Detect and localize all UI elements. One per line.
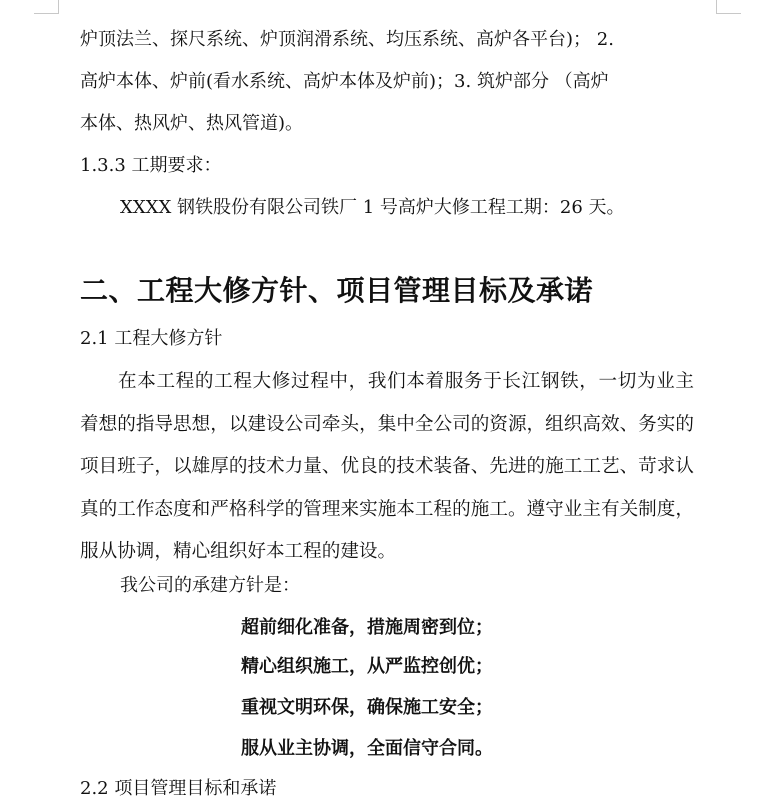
intro-line-2: 高炉本体、炉前(看水系统、高炉本体及炉前)；3. 筑炉部分 （高炉 [80,71,609,92]
policy-item: 重视文明环保，确保施工安全； [241,697,493,718]
policy-item: 服从业主协调，全面信守合同。 [241,738,493,759]
page-corner-mark-right [716,0,741,14]
section-heading-1-3-3: 1.3.3 工期要求： [80,155,222,176]
intro-line-3: 本体、热风炉、热风管道)。 [80,113,304,134]
policy-item: 精心组织施工，从严监控创优； [241,656,493,677]
chapter-2-title: 二、工程大修方针、项目管理目标及承诺 [80,274,594,307]
policy-item: 超前细化准备，措施周密到位； [241,617,493,638]
page-corner-mark-left [34,0,59,14]
section-heading-2-2: 2.2 项目管理目标和承诺 [80,778,277,799]
section-heading-2-1: 2.1 工程大修方针 [80,328,223,349]
policy-intro: 我公司的承建方针是： [120,575,300,596]
schedule-requirement-text: XXXX 钢铁股份有限公司铁厂 1 号高炉大修工程工期：26 天。 [120,197,625,218]
section-2-1-paragraph: 在本工程的工程大修过程中，我们本着服务于长江钢铁，一切为业主着想的指导思想，以建设公司牵头，集中全公司的资源，组织高效、务实的项目班子，以雄厚的技术力量、优良的技术装备、先进的施工工艺、苛求认真的工作态度和严格科学的管理来实施本工程的施工。遵守业主有关制度，服从协调，精心组织好本工程的建设。 [80,371,694,563]
intro-line-1: 炉顶法兰、探尺系统、炉顶润滑系统、均压系统、高炉各平台)； 2. [80,29,614,50]
